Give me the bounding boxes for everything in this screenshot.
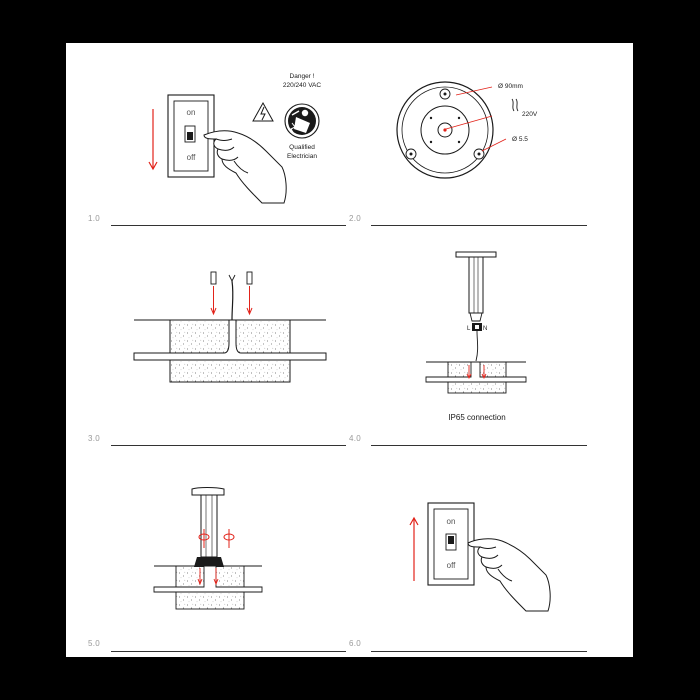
switch-on-label: on [186,108,196,117]
warning-voltage: 220/240 VAC [282,82,322,89]
arrow-up-icon [410,518,418,581]
light-fixture-mounted [192,488,224,558]
step-label-2: 2.0 [349,214,362,223]
junction-box-5 [154,566,262,592]
step-label-1: 1.0 [88,214,101,223]
step-5-panel [154,488,262,610]
electrician-icon [285,104,319,138]
diagram-canvas [66,43,633,657]
live-label: L [467,326,471,332]
hand-icon-6 [468,539,550,611]
step-3-panel [134,272,326,382]
mounting-plate [397,82,493,178]
electrician-label: Electrician [287,153,317,160]
hole-diameter-label: Ø 5.5 [512,136,528,143]
wall-switch-on [428,503,474,585]
neutral-label: N [483,326,488,332]
light-fixture [456,252,496,321]
warning-title: Danger ! [289,73,315,80]
diameter-label: Ø 90mm [498,83,523,90]
instruction-sheet [66,43,633,657]
wall-plug-left [211,272,216,314]
step-label-5: 5.0 [88,639,101,648]
step-1-panel [149,73,321,203]
junction-box-4 [426,362,526,382]
ip65-connector-icon [467,323,487,361]
wall-plug-right [247,272,252,314]
junction-box [134,320,326,360]
qualified-label: Qualified [289,144,315,151]
voltage-label: 220V [522,111,538,118]
arrow-down-icon [149,109,157,169]
step-6-panel [410,503,550,611]
step-2-panel [397,82,538,178]
step-label-3: 3.0 [88,434,101,443]
switch-off-label-6: off [446,561,456,570]
cable [232,281,233,320]
switch-on-label-6: on [446,517,456,526]
step-label-4: 4.0 [349,434,362,443]
connection-caption: IP65 connection [448,413,506,422]
wire-icon [512,99,518,111]
high-voltage-icon [253,103,273,121]
step-4-panel [426,252,526,422]
hand-icon [204,131,286,203]
step-label-6: 6.0 [349,639,362,648]
wire-end-icon [229,275,235,281]
switch-off-label: off [186,153,196,162]
